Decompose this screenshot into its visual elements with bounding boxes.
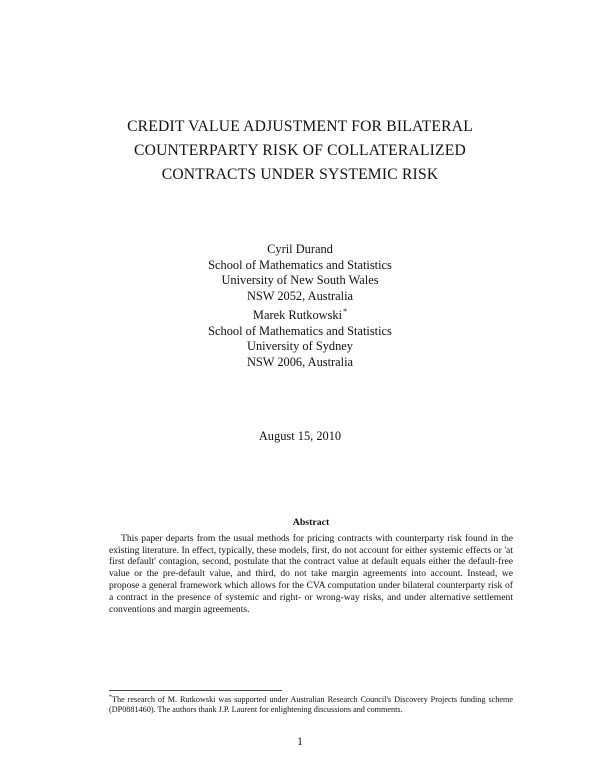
page-number: 1 [297, 736, 303, 748]
author-name: Cyril Durand [267, 242, 333, 256]
title-line: COUNTERPARTY RISK OF COLLATERALIZED [134, 142, 466, 159]
author-affiliation-line: University of New South Wales [221, 273, 379, 288]
author-name: Marek Rutkowski* [252, 306, 348, 322]
footnote [109, 695, 513, 715]
footnote-divider [109, 690, 282, 691]
title-line: CREDIT VALUE ADJUSTMENT FOR BILATERAL [127, 118, 473, 135]
author-affiliation-line: School of Mathematics and Statistics [208, 257, 392, 272]
author-affiliation-line: NSW 2052, Australia [246, 289, 354, 304]
author-affiliation-line: NSW 2006, Australia [246, 355, 354, 370]
paper-title [0, 115, 600, 187]
author-block-durand [0, 242, 600, 305]
author-affiliation-line: University of Sydney [247, 339, 353, 354]
paper-date: August 15, 2010 [258, 429, 342, 443]
abstract-heading: Abstract [292, 517, 330, 528]
footnote-mark: * [109, 694, 112, 701]
author-block-rutkowski [0, 308, 600, 371]
footnote-text: The research of M. Rutkowski was supported under Australian Research Council's Discovery Projects funding scheme (DP0881460). The authors thank J.P. Laurent for enlightening discussions and comments. [109, 695, 513, 714]
author-footnote-mark: * [343, 306, 348, 316]
title-line: CONTRACTS UNDER SYSTEMIC RISK [161, 166, 439, 183]
abstract-body: This paper departs from the usual methods for pricing contracts with counterparty risk found in the existing literature. In effect, typically, these models, first, do not account for either systemic effects or 'at first default' contagion, second, postulate that the contract value at default equals either the default-free value or the pre-default value, and third, do not take margin agreements into account. Instead, we propose a general framework which allows for the CVA computation under bilateral counterparty risk of a contract in the presence of systemic and right- or wrong-way risks, and under alternative settlement conventions and margin agreements. [109, 532, 513, 615]
author-affiliation-line: School of Mathematics and Statistics [208, 323, 392, 338]
abstract-section [109, 517, 513, 615]
